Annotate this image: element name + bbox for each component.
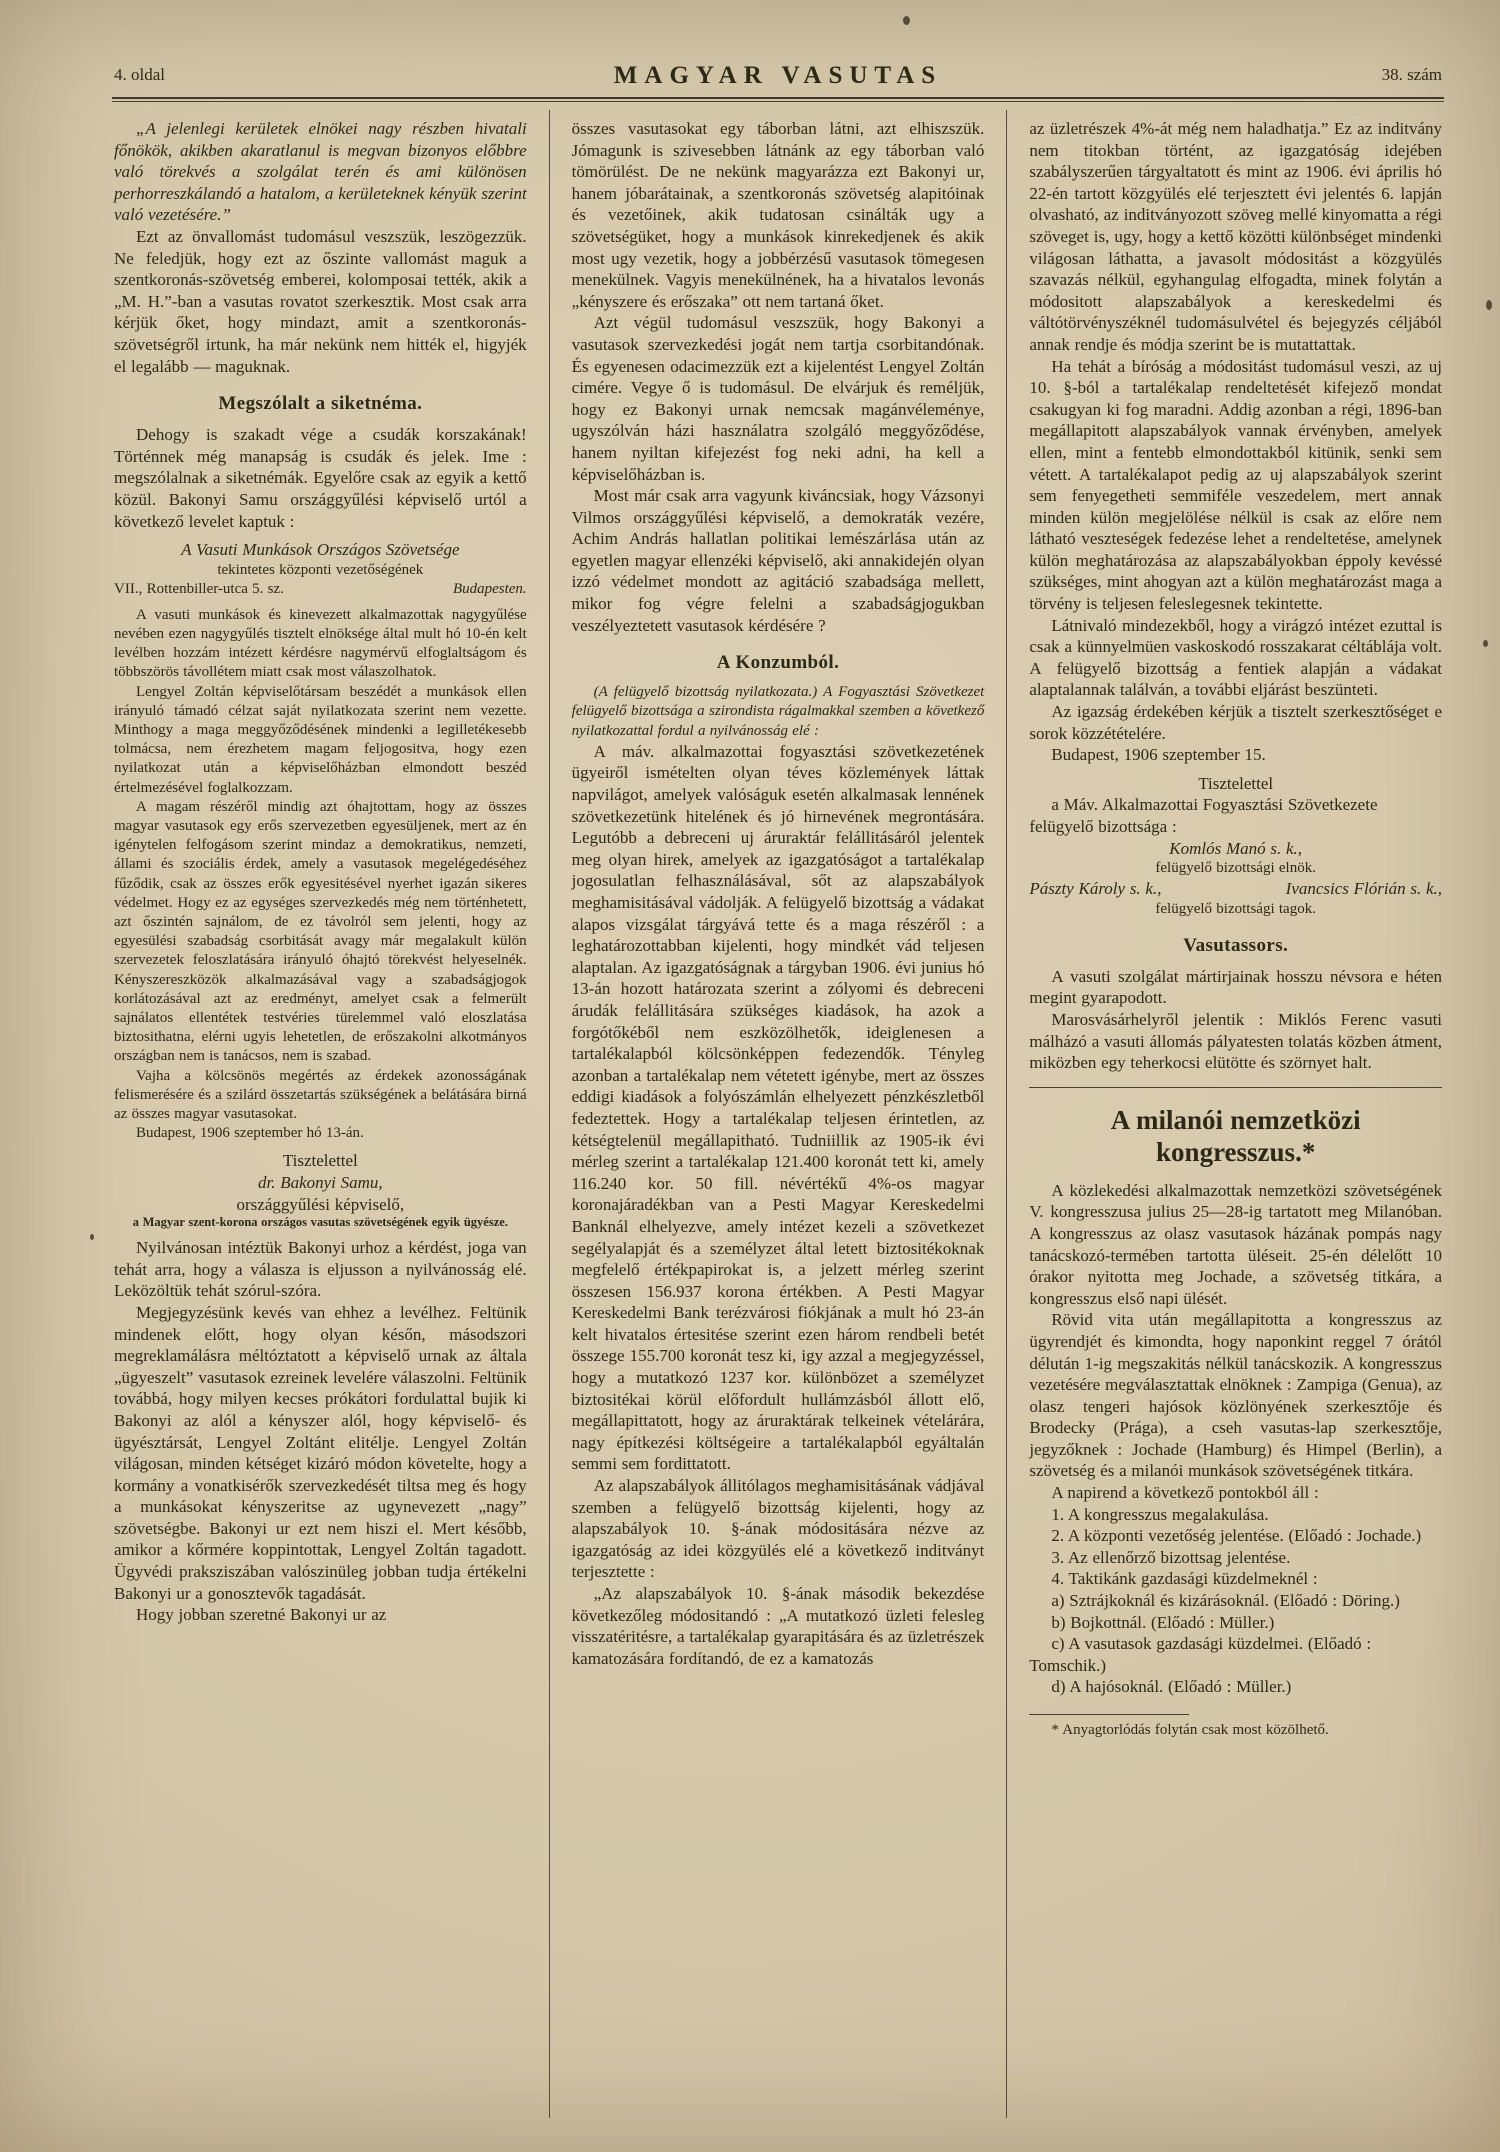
article-heading: A Konzumból. [716, 652, 840, 674]
column [1006, 110, 1444, 2118]
paragraph: A magam részéről mindig azt óhajtottam, hogy az összes magyar vasutasok egy erős szervezetben egyesüljenek, mert az én igénytelen felfogásom szerint mindaz a demokratikus, nemzeti, állami és szociális érdek, amely a vasutasok megelégedéséhez fűződik, csak az összes erők egyesitésével nyerhet igazán sikeres védelmet. Hogy ez az egységes szervezkedés még nem történhetett, azt őszintén sajnálom, de ez távolról sem jelenti, hogy az egyesülési szabadság csorbitását avagy már megalakult külön szervezetek feloszlatására irányuló óhajtó törekvést helyeselnék. Kényszereszközök alkalmazásával vagy a szabadságjogok korlátozásával azt az eredményt, amelyet csak a felmerült sajnálatos ellentétek testvéries türelemmel való eloszlatása biztosithatna, elérni ugyis lehetetlen, de erőszakolni alkotmányos országban nem is tanácsos, nem is szabad. [114, 798, 527, 1065]
paragraph: 2. A központi vezetőség jelentése. (Előadó : Jochade.) [1051, 1526, 1422, 1546]
text-line: országgyűlési képviselő, [236, 1194, 405, 1214]
line-left: VII., Rottenbiller-utca 5. sz. [114, 580, 284, 597]
text-line [1029, 878, 1442, 900]
text-line: a Magyar szent-korona országos vasutas szövetségének egyik ügyésze. [132, 1215, 508, 1230]
line-right: Ivancsics Flórián s. k., [1285, 879, 1443, 899]
section-divider [1029, 1087, 1442, 1088]
paragraph: b) Bojkottnál. (Előadó : Müller.) [1051, 1612, 1275, 1632]
paragraph: d) A hajósoknál. (Előadó : Müller.) [1051, 1677, 1292, 1697]
paragraph: Az alapszabályok állitólagos meghamisitásának vádjával szemben a felügyelő bizottság kijelenti, hogy az alapszabályok 10. §-ának módositására nézve az igazgatóság az idei közgyülés elé a következő inditványt terjesztette : [571, 1476, 985, 1582]
text-line: Tisztelettel [1198, 773, 1274, 793]
paragraph: 1. A kongresszus megalakulása. [1051, 1504, 1269, 1524]
column [112, 110, 549, 2118]
paragraph: Ha tehát a bíróság a módositást tudomásul veszi, az uj 10. §-ból a tartalékalap rendeltetését kifejező mondat csakugyan ki fog maradni. Addig azonban a régi, 1896-ban megállapitott alapszabályok vannak érvényben, amelyek ellen, mint a fentebb elmondottakból kitünik, senki sem vétett. A tartalékalapot pedig az uj alapszabályok szerint sem fenyegetheti semmiféle veszedelem, mert annak minden külön megjelölése nélkül is csak az előre nem látható veszteségek fedezése lehet a rendeltetése, amelynek külön meghatározása az alapszabályokban éppoly kevéssé szükséges, mint ahogyan azt a külön meghatározást maga a törvény is teljesen feleslegesnek tekintette. [1029, 356, 1443, 614]
column [549, 110, 1007, 2118]
paragraph: Látnivaló mindezekből, hogy a virágzó intézet ezuttal is csak a künnyelmüen vaskoskodó rosszakarat céltáblája volt. A felügyelő bizottság a fentiek alapján a vádakat alaptalannak találván, a további eljárást beszünteti. [1029, 615, 1443, 700]
signature-block [114, 1150, 527, 1230]
text-line: tekintetes központi vezetőségének [217, 561, 424, 578]
issue-number: 38. szám [1381, 65, 1442, 84]
paragraph: Budapest, 1906 szeptember 15. [1051, 745, 1266, 765]
paper-speck [90, 1234, 94, 1240]
paragraph: (A felügyelő bizottság nyilatkozata.) A Fogyasztási Szövetkezet felügyelő bizottsága a szirondista rágalmakkal szemben a következő nyilatkozattal fordul a nyilvánosság elé : [571, 684, 985, 739]
paragraph: Lengyel Zoltán képviselőtársam beszédét a munkások ellen irányuló támadó célzat saját nyilatkozata szerint nem vezette. Minthogy a maga meggyőződésének mindenki a legilletékesebb tolmácsa, nem érezhetem magam feljogositva, hogy ezen nyilatkozat után a képviselőházban elmondott beszéd értelmezésével foglalkozzam. [114, 683, 527, 796]
text-line: A Vasuti Munkások Országos Szövetsége [181, 540, 460, 560]
paper-speck [1483, 640, 1488, 647]
paragraph: összes vasutasokat egy táborban látni, azt elhiszszük. Jómagunk is szivesebben látnánk az egy táborban való tömörülést. De ne nekünk magyarázza ezt Bakonyi ur, hanem jóbarátainak, a szentkoronás szövetség alapitóinak és vezetőinek, akik tudatosan csinálták ugy a szövetségüket, hogy a munkások kinrekedjenek és akik most ugy vezetik, hogy a jobbérzésű vasutasok tömegesen menekülnek. Vagyis menekülnének, ha a hivatalos levonás „kényszere és erőszaka” ott nem tartaná őket. [571, 119, 985, 311]
paragraph: A vasuti szolgálat mártirjainak hosszu névsora e héten megint gyarapodott. [1029, 966, 1443, 1008]
paragraph: „Az alapszabályok 10. §-ának második bekezdése következőleg módositandó : „A mutatkozó üzleti felesleg visszatéritésre, a tartalékalap gyarapitására és az üzletrészek kamatozására fordítandó, de ez a kamatozás [571, 1584, 985, 1668]
paragraph: A vasuti munkások és kinevezett alkalmazottak nagygyűlése nevében ezen nagygyűlés tisztelt elnöksége által mult hó 10-én kelt levélben hozzám intézett kérdésre nagymérvű elfoglaltságom és többszörös távollétem miatt csak most válaszolhatok. [114, 606, 527, 681]
paragraph: c) A vasutasok gazdasági küzdelmei. (Előadó : Tomschik.) [1029, 1634, 1372, 1675]
header-rule [112, 97, 1444, 102]
signature-block [1029, 773, 1442, 919]
section-divider [1029, 1714, 1189, 1715]
paragraph: Hogy jobban szeretné Bakonyi ur az [136, 1605, 387, 1625]
article-heading-large: A milanói nemzetközi kongresszus.* [1110, 1104, 1361, 1167]
paper-speck [1486, 300, 1492, 310]
paper-speck [903, 16, 910, 25]
paragraph: Dehogy is szakadt vége a csudák korszakának! Történnek még manapság is csudák és jelek. Ime : megszólalnak a siketnémák. Egyelőre csak az egyik a kettő közül. Bakonyi Samu országgyűlési képviselő urtól a következő levelet kaptuk : [114, 425, 527, 531]
content-columns [112, 110, 1444, 2118]
paragraph: Ezt az önvallomást tudomásul veszszük, leszögezzük. Ne feledjük, hogy ezt az őszinte vallomást maguk a szentkoronás-szövetség emberei, kolomposai tették, akik a „M. H.”-ban a vasutas rovatot szerkesztik. Most csak arra kérjük őket, hogy mindazt, amit a szentkoronás-szövetségről irtunk, ha már nekünk nem hitték el, higyjék el legalább — maguknak. [114, 226, 527, 376]
paragraph: Marosvásárhelyről jelentik : Miklós Ferenc vasuti málházó a vasuti állomás pályatesten tolatás közben átment, miközben egy teherkocsi elütötte és szörnyet halt. [1029, 1009, 1443, 1073]
article-heading: Megszólalt a siketnéma. [218, 393, 423, 415]
paragraph: A napirend a következő pontokból áll : [1051, 1483, 1319, 1503]
line-right: Budapesten. [452, 580, 527, 597]
paragraph: Azt végül tudomásul veszszük, hogy Bakonyi a vasutasok szervezkedési jogát nem tartja csorbitandónak. És egyenesen odacimezzük ezt a kijelentést Lengyel Zoltán cimére. Vegye ő is tudomásul. De elvárjuk és reméljük, hogy ez Bakonyi urnak nemcsak magánvéleménye, ugyszólván házi használatra szolgáló meggyőződése, hanem nyiltan kifejezést fog neki adni, ha kell a képviselőházban is. [571, 313, 985, 484]
text-line: Tisztelettel [282, 1151, 358, 1171]
text-line [114, 580, 527, 599]
paragraph: Most már csak arra vagyunk kiváncsiak, hogy Vázsonyi Vilmos országgyűlési képviselő, a demokraták vezére, Achim András hallatlan politikai lemészárlása után az egyetlen magyar ellenzéki képviselő, aki annakidején olyan izzó védelmet mondott az agitáció szabadsága mellett, mikor fog végre felelni a szabadságjogukban veszélyeztetett vasutasok kérdésére ? [571, 486, 985, 635]
paragraph: Vajha a kölcsönös megértés az érdekek azonosságának felismerésére és a szilárd összetartás szükségének a belátására birná az összes magyar vasutasokat. [114, 1067, 527, 1122]
paragraph: 3. Az ellenőrző bizottsag jelentése. [1051, 1547, 1291, 1567]
footnote: * Anyagtorlódás folytán csak most közölhető. [1051, 1722, 1329, 1738]
paragraph: A közlekedési alkalmazottak nemzetközi szövetségének V. kongresszusa julius 25—28-ig tartatott meg Milanóban. A kongresszus az olasz vasutasok házának pompás nagy tanácskozó-termében tartotta üléseit. 25-én délelőtt 10 órakor nyitotta meg Jochade, a szövetség titkára, a kongresszus első napi ülését. [1029, 1180, 1443, 1308]
text-line: felügyelő bizottsági tagok. [1155, 900, 1316, 917]
paragraph: az üzletrészek 4%-át még nem haladhatja.” Ez az inditvány nem titokban történt, az igazgatóság idejében szabályszerűen tárgyaltatott és mint az 1906. évi április hó 22-én tartott közgyülés elé terjesztett évi jelentés 6. lapján olvasható, az inditványozott szöveg mellé kinyomatta a régi szöveget is, ugy, hogy a kettő közötti különbséget mindenki világosan láthatta, a javasolt módositást a közgyülés szavazás nélkül, egyhangulag elfogadta, minek folytán a módositott alapszabályok a kereskedelmi és váltótörvényszéknél tudomásulvétel és bejegyzés céljából annak rendje és módja szerint be is mutattattak. [1029, 119, 1443, 354]
page-header [112, 52, 1444, 90]
text-line: felügyelő bizottsági elnök. [1155, 860, 1316, 877]
paragraph: „A jelenlegi kerületek elnökei nagy részben hivatali főnökök, akikben akaratlanul is megvan bizonyos előbbre való törekvés a szolgálat terén és ami különösen perhorreszkálandó a hatalom, a kerületeknek kényük szerint való vezetésére.” [114, 119, 527, 225]
paragraph: 4. Taktikánk gazdasági küzdelmeknél : [1051, 1569, 1318, 1589]
paragraph: A máv. alkalmazottai fogyasztási szövetkezetének ügyeiről ismételten olyan téves közlemények láttak napvilágot, amelyek valóságuk esetén alkalmasak lennének szövetkezetünk hitelének és jó hirnevének megrontására. Legutóbb a debreceni uj áruraktár felállitásáról jelentek meg olyan hirek, amelyek az igazgatóságot a tartalékalap jogosulatlan felhasználásával, sőt az alapszabályok meghamisitásával vádolják. A felügyelő bizottság a vádakat alapos vizsgálat tárgyává tette és a maga részéről : a leghatározottabban kijelenti, hogy mindkét vád teljesen alaptalan. Az igazgatóságnak a tárgyban 1906. évi junius hó 13-án hozott határozata szerint a zólyomi és debreceni árudák felállitására szükséges kiadások, ha azok a forgótőkéből nem eszközölhetők, ideiglenesen a tartalékalapból kölcsönképpen fedezendők. Tényleg azonban a tartalékalap nem vétetett igénybe, mert az összes eddigi kiadások a folyószámlán elhelyezett pénzkészletből fedeztettek. Hogy a tartalékalap teljesen érintetlen, az kétségtelenül megállapitható. Tudniillik az 1905-ik évi mérleg szerint a tartalékalap 121.400 koronát tett ki, amely 116.240 kor. 50 fill. névértékű 4%-os magyar koronajáradékban van a Pesti Magyar Kereskedelmi Banknál elhelyezve, amely intézet kezeli a szövetkezet segélyalapját és a személyzet által letett biztositékoknak megfelelő értékpapirokat is, a jelzett mérleg szerint összesen 156.937 korona értékben. A Pesti Magyar Kereskedelmi Bank terézvárosi fiókjának a mult hó 23-án kelt hivatalos értesitése szerint ezen három rendbeli betét összege 155.700 koronát tesz ki, igy azzal a megjegyzéssel, hogy a mutatkozó 1237 kor. különbözet a személyzet biztositékai körül előfordult hullámzásból állott elő, megállapittatott, hogy az áruraktárak telkeinek vételárára, nagy építkezési költségeire a tartalékalapból egyáltalán semmi sem fordittatott. [571, 741, 985, 1474]
paragraph: Budapest, 1906 szeptember hó 13-án. [136, 1125, 364, 1142]
newspaper-title: MAGYAR VASUTAS [613, 62, 943, 89]
letter-address [114, 539, 527, 599]
text-line: dr. Bakonyi Samu, [257, 1172, 383, 1192]
paragraph: Megjegyzésünk kevés van ehhez a levélhez. Feltünik mindenek előtt, hogy olyan későn, másodszori megreklamálásra méltóztatott a képviselő urnak az általa „ügyeszelt” vasutasok ezreinek levelére válaszolni. Feltünik továbbá, hogy milyen kecses prókátori fordulattal bujik ki Bakonyi az alól a kényszer alól, hogy képviselő- és ügyésztársát, Lengyel Zoltánt elitélje. Lengyel Zoltán világosan, minden kétséget kizáró módon követelte, hogy a kormány a vonatkisérők szervezkedését tiltsa meg és hogy a munkásokat kényszeritse az ugynevezett „nagy” szövetségbe. Bakonyi ur ezt nem hiszi el. Mert később, amikor a kőrmére koppintottak, Lengyel Zoltán tagadott. Ügyvédi praksziszában valószinüleg jobban tudja értékelni Bakonyi ur a gonosztevők tagadását. [114, 1302, 527, 1603]
paragraph: Az igazság érdekében kérjük a tisztelt szerkesztőséget e sorok közzétételére. [1029, 702, 1443, 743]
paragraph: Rövid vita után megállapitotta a kongresszus az ügyrendjét és kimondta, hogy naponkint reggel 7 órától délután 1-ig megszakitás nélkül tanácskozik. A kongresszus vezetésére megválasztattak elnöknek : Zampiga (Genua), az olasz tengeri hajósok közlönyének szerkesztője és Brodecky (Prága), a cseh vasutas-lap szerkesztője, jegyzőknek : Jochade (Hamburg) és Himpel (Berlin), a szövetség és a milanói munkások szövetségének titkára. [1029, 1310, 1443, 1481]
line-left: Pászty Károly s. k., [1029, 879, 1162, 899]
text-line: Komlós Manó s. k., [1169, 838, 1303, 858]
paragraph: a) Sztrájkoknál és kizárásoknál. (Előadó : Döring.) [1051, 1591, 1400, 1611]
text-line: a Máv. Alkalmazottai Fogyasztási Szövetkezete felügyelő bizottsága : [1029, 795, 1378, 836]
paragraph: Nyilvánosan intéztük Bakonyi urhoz a kérdést, joga van tehát arra, hogy a válasza is eljusson a nyilvánosság elé. Leközöltük tehát szórul-szóra. [114, 1238, 527, 1301]
page-number: 4. oldal [114, 65, 165, 84]
article-heading: Vasutassors. [1183, 934, 1289, 956]
